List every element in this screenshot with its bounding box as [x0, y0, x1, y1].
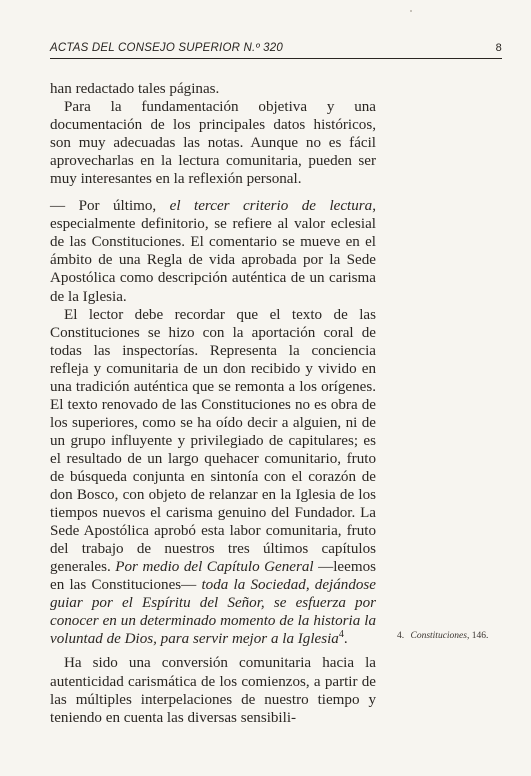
paragraph-1: han redactado tales páginas.	[50, 81, 220, 97]
footnote-source: Constituciones,	[410, 631, 470, 641]
paragraph-3	[50, 197, 376, 305]
paragraph-4-lead: El lector debe recordar que el texto de las Constituciones se hizo con la aportación coral de todas las inspectorías. Representa la conciencia refleja y comunitaria de un don recibido y vivido en una tradición auténtica que se remonta a los orígenes. El texto renovado de las Constituciones no es obra de los superiores, como se ha oído decir a alguien, ni de un grupo influyente y privilegiado de capitulares; es el resultado de un largo quehacer comunitario, fruto de búsqueda conjunta en sintonía con el corazón de don Bosco, con objeto de relanzar en la Iglesia de los tiempos nuevos el carisma genuino del Fundador. La Sede Apostólica aprobó esta labor comunitaria, fruto del trabajo de nuestros tres últimos capítulos generales.	[50, 306, 376, 576]
paragraph-4-middle: —leemos en las Constituciones—	[50, 559, 376, 594]
paragraph-4-end: .	[343, 631, 348, 648]
body-text	[50, 80, 376, 727]
paragraph-3-emphasis: el tercer criterio de lectura	[169, 198, 373, 215]
footnote	[397, 631, 507, 641]
header-title: ACTAS DEL CONSEJO SUPERIOR N.º 320	[50, 42, 283, 54]
footnote-page: 146.	[471, 631, 489, 641]
page-number: 8	[495, 42, 502, 54]
paragraph-4-emphasis-1: Por medio del Capítulo General	[115, 559, 314, 576]
paragraph-5: Ha sido una conversión comunitaria hacia la autenticidad carismática de los comienzos, a partir de las múltiples interpelaciones de nuestro tiempo y teniendo en cuenta las diversas sensibili-	[50, 655, 376, 726]
paragraph-3-lead: — Por último,	[50, 198, 170, 215]
footnote-number: 4.	[397, 631, 405, 641]
footnote-reference: 4	[338, 629, 344, 641]
paragraph-2: Para la fundamentación objetiva y una documentación de los principales datos históricos, son muy adecuadas las notas. Aunque no es fácil aprovecharlas en la lectura comunitaria, pueden ser muy interesantes en la reflexión personal.	[50, 99, 376, 188]
paper-speck	[410, 10, 412, 12]
paragraph-4-quotation: toda la Sociedad, dejándose guiar por el Espíritu del Señor, se esfuerza por conocer en un determinado momento de la historia la voluntad de Dios, para servir mejor a la Iglesia	[50, 577, 377, 648]
running-header	[50, 40, 502, 59]
paragraph-4	[50, 306, 376, 649]
paragraph-3-rest: , especialmente definitorio, se refiere al valor eclesial de las Constituciones. El comentario se mueve en el ámbito de una Regla de vida aprobada por la Sede Apostólica como descripción auténtica de un carisma de la Iglesia.	[50, 198, 376, 305]
